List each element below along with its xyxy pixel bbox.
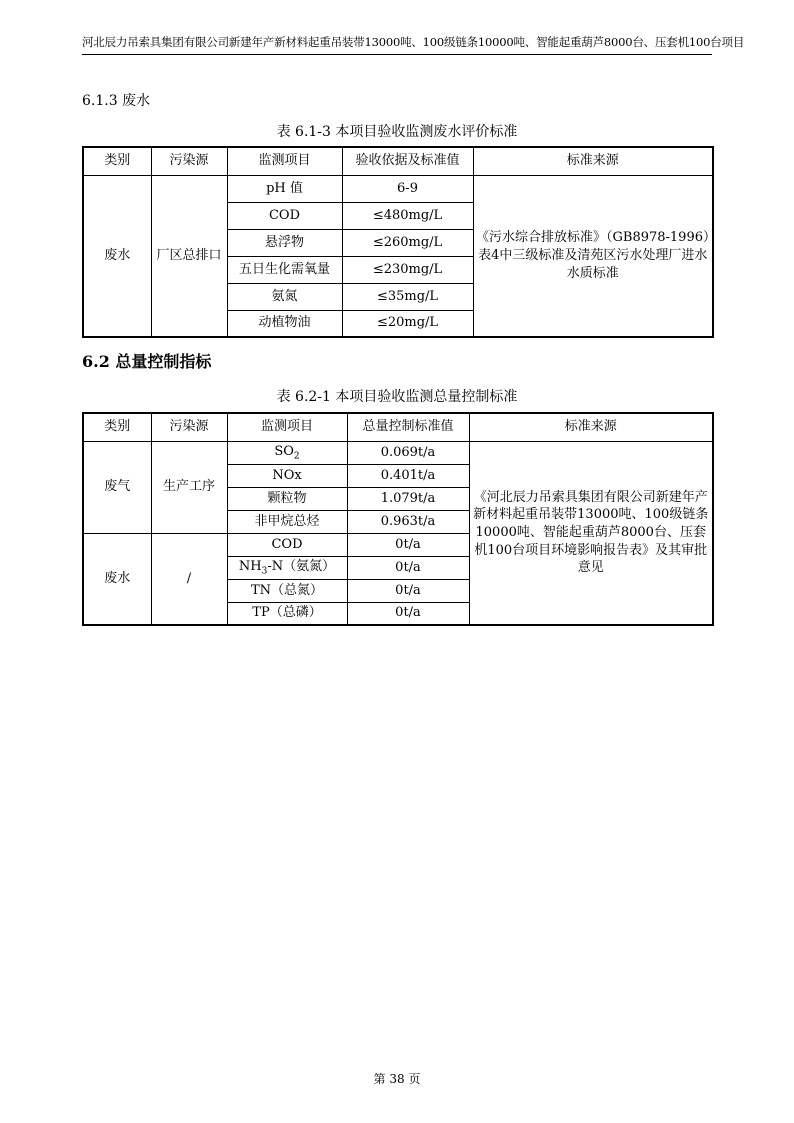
item-cell: COD: [227, 533, 347, 556]
table-header-row: [83, 413, 713, 441]
value-cell: ≤260mg/L: [342, 229, 473, 256]
value-cell: 0.963t/a: [347, 510, 469, 533]
total-control-table: [82, 412, 714, 626]
category-cell: 废气: [83, 441, 151, 533]
page-number: 第 38 页: [373, 1072, 421, 1086]
item-text: SO: [274, 443, 294, 459]
value-cell: 0t/a: [347, 579, 469, 602]
value-cell: ≤480mg/L: [342, 202, 473, 229]
item-cell: TP（总磷）: [227, 602, 347, 625]
category-cell: 废水: [83, 175, 151, 337]
table-row: [83, 441, 713, 464]
value-cell: 0t/a: [347, 556, 469, 579]
source-cell: 生产工序: [151, 441, 227, 533]
item-cell: COD: [227, 202, 342, 229]
item-subscript: 2: [293, 451, 300, 462]
category-cell: 废水: [83, 533, 151, 625]
item-cell: 五日生化需氧量: [227, 256, 342, 283]
header-cell: 监测项目: [227, 147, 342, 175]
item-cell: pH 值: [227, 175, 342, 202]
value-cell: ≤20mg/L: [342, 310, 473, 337]
header-cell: 污染源: [151, 147, 227, 175]
value-cell: ≤230mg/L: [342, 256, 473, 283]
subsection-heading: 6.1.3 废水: [82, 93, 151, 109]
running-header: 河北辰力吊索具集团有限公司新建年产新材料起重吊装带13000吨、100级链条10000吨、智能起重葫芦8000台、压套机100台项目: [82, 34, 712, 55]
source-cell: /: [151, 533, 227, 625]
item-cell: TN（总氮）: [227, 579, 347, 602]
table-caption-1: 表 6.1-3 本项目验收监测废水评价标准: [276, 124, 518, 140]
item-cell: 氨氮: [227, 283, 342, 310]
item-cell: 动植物油: [227, 310, 342, 337]
item-cell: 非甲烷总烃: [227, 510, 347, 533]
value-cell: 0t/a: [347, 602, 469, 625]
item-subscript: 3: [261, 566, 268, 577]
item-cell: [227, 556, 347, 579]
value-cell: 0.069t/a: [347, 441, 469, 464]
item-cell: [227, 441, 347, 464]
header-cell: 验收依据及标准值: [342, 147, 473, 175]
header-cell: 监测项目: [227, 413, 347, 441]
value-cell: ≤35mg/L: [342, 283, 473, 310]
header-cell: 污染源: [151, 413, 227, 441]
section-heading: 6.2 总量控制指标: [82, 352, 212, 371]
item-text: NH: [238, 558, 262, 574]
header-cell: 类别: [83, 147, 151, 175]
standard-source-cell: 《污水综合排放标准》（GB8978-1996）表4中三级标准及清苑区污水处理厂进水水质标准: [473, 175, 713, 337]
table-caption-2: 表 6.2-1 本项目验收监测总量控制标准: [276, 389, 518, 405]
source-cell: 厂区总排口: [151, 175, 227, 337]
value-cell: 0t/a: [347, 533, 469, 556]
standard-source-cell: 《河北辰力吊索具集团有限公司新建年产新材料起重吊装带13000吨、100级链条10000吨、智能起重葫芦8000台、压套机100台项目环境影响报告表》及其审批意见: [469, 441, 713, 625]
value-cell: 6-9: [342, 175, 473, 202]
table-row: [83, 175, 713, 202]
item-cell: 悬浮物: [227, 229, 342, 256]
value-cell: 1.079t/a: [347, 487, 469, 510]
value-cell: 0.401t/a: [347, 464, 469, 487]
item-text-rest: -N（氨氮）: [267, 558, 336, 574]
header-cell: 总量控制标准值: [347, 413, 469, 441]
wastewater-standard-table: [82, 146, 714, 338]
header-cell: 类别: [83, 413, 151, 441]
table-header-row: [83, 147, 713, 175]
item-cell: NOx: [227, 464, 347, 487]
header-cell: 标准来源: [469, 413, 713, 441]
item-cell: 颗粒物: [227, 487, 347, 510]
header-cell: 标准来源: [473, 147, 713, 175]
